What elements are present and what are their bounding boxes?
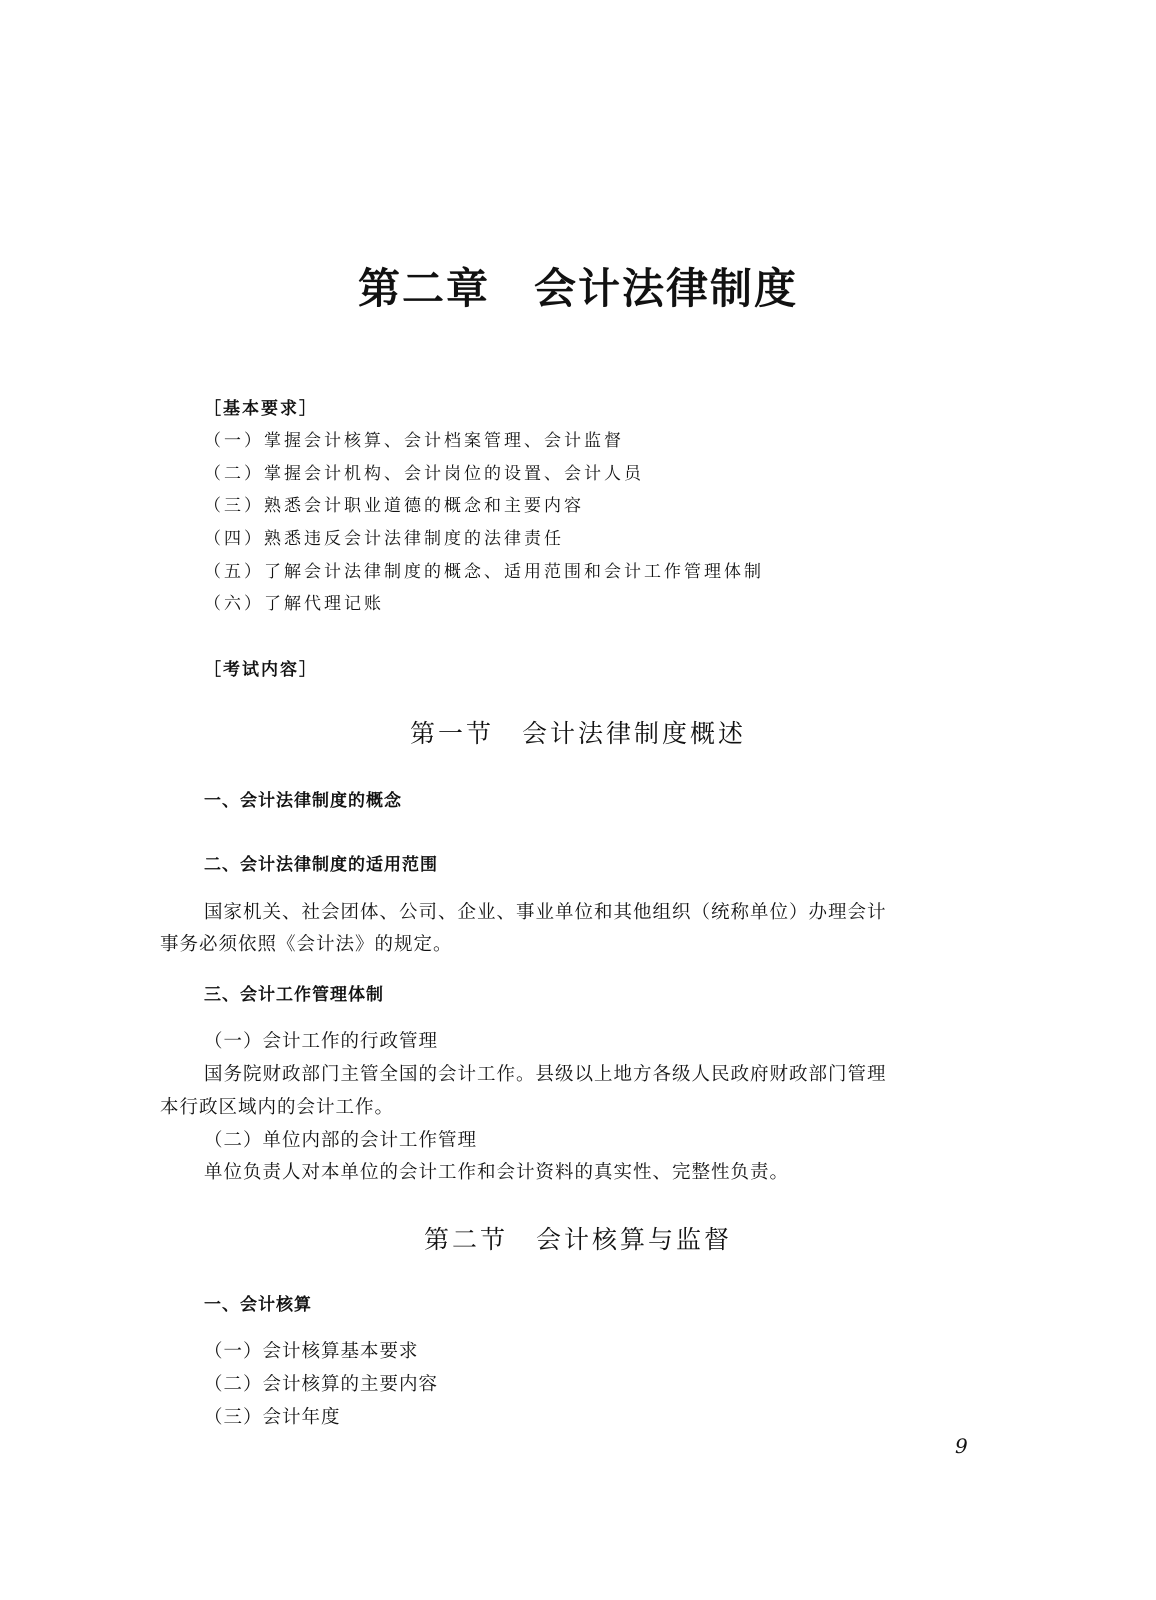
requirement-item: （一）掌握会计核算、会计档案管理、会计监督	[204, 431, 624, 451]
section-title: 第一节 会计法律制度概述	[409, 719, 746, 748]
section-title: 第二节 会计核算与监督	[423, 1225, 732, 1254]
page-number: 9	[955, 1434, 968, 1458]
paragraph-line: 本行政区域内的会计工作。	[160, 1097, 395, 1118]
paragraph-line: 国务院财政部门主管全国的会计工作。县级以上地方各级人民政府财政部门管理	[204, 1064, 887, 1085]
paragraph-line: 单位负责人对本单位的会计工作和会计资料的真实性、完整性负责。	[204, 1162, 790, 1183]
requirement-item: （二）掌握会计机构、会计岗位的设置、会计人员	[204, 464, 644, 484]
requirement-item: （五）了解会计法律制度的概念、适用范围和会计工作管理体制	[204, 562, 764, 582]
list-item: （三）会计年度	[204, 1407, 341, 1428]
paragraph-line: 事务必须依照《会计法》的规定。	[160, 934, 453, 955]
requirement-item: （四）熟悉违反会计法律制度的法律责任	[204, 529, 564, 549]
subheading: 二、会计法律制度的适用范围	[204, 855, 438, 875]
subheading: 一、会计核算	[204, 1295, 312, 1315]
chapter-title: 第二章 会计法律制度	[357, 264, 798, 313]
list-item: （二）会计核算的主要内容	[204, 1374, 439, 1395]
exam-content-label: ［考试内容］	[204, 660, 318, 680]
subheading: 三、会计工作管理体制	[204, 985, 384, 1005]
list-item: （一）会计核算基本要求	[204, 1341, 419, 1362]
requirement-item: （六）了解代理记账	[204, 594, 384, 614]
paragraph-line: 国家机关、社会团体、公司、企业、事业单位和其他组织（统称单位）办理会计	[204, 902, 887, 923]
item-heading: （二）单位内部的会计工作管理	[204, 1130, 478, 1151]
basic-requirements-label: ［基本要求］	[204, 399, 318, 419]
item-heading: （一）会计工作的行政管理	[204, 1031, 439, 1052]
subheading: 一、会计法律制度的概念	[204, 791, 402, 811]
requirement-item: （三）熟悉会计职业道德的概念和主要内容	[204, 496, 584, 516]
